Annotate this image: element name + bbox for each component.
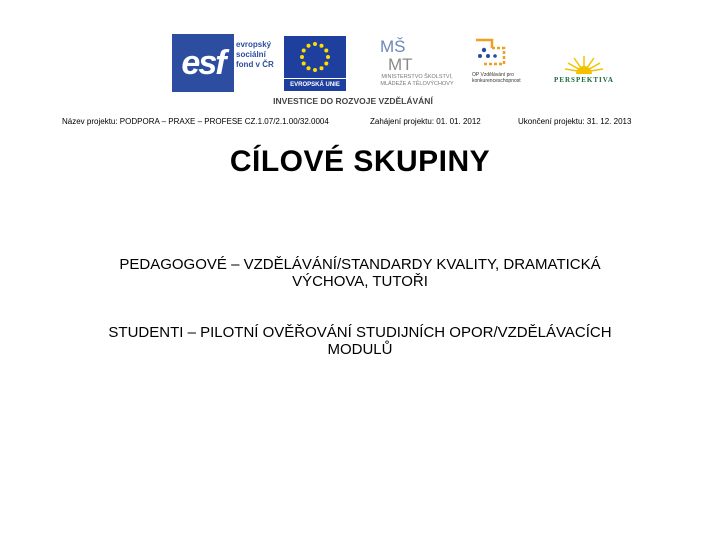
msmt-mark: [378, 34, 424, 74]
esf-mark: esf: [172, 34, 234, 92]
eu-flag-icon: [284, 36, 346, 78]
target-group-students: STUDENTI – PILOTNÍ OVĚŘOVÁNÍ STUDIJNÍCH OPOR/VZDĚLÁVACÍCH MODULŮ: [108, 324, 612, 358]
target-group-teachers: PEDAGOGOVÉ – VZDĚLÁVÁNÍ/STANDARDY KVALITY, DRAMATICKÁ VÝCHOVA, TUTOŘI: [119, 256, 601, 290]
investment-banner: INVESTICE DO ROZVOJE VZDĚLÁVÁNÍ: [273, 96, 433, 106]
msmt-text: MINISTERSTVO ŠKOLSTVÍ, MLÁDEŽE A TĚLOVÝCHOVY: [380, 74, 454, 87]
msmt-mark-top: MŠ: [380, 37, 406, 56]
op-text: OP Vzdělávání pro konkurenceschopnost: [472, 72, 521, 84]
msmt-mark-bottom: MT: [388, 55, 413, 74]
esf-logo: [172, 34, 282, 92]
project-end: Ukončení projektu: 31. 12. 2013: [518, 117, 632, 126]
perspektiva-logo: [548, 52, 620, 88]
sun-icon: [548, 52, 620, 76]
op-mark-icon: [462, 34, 524, 74]
project-name: Název projektu: PODPORA – PRAXE – PROFESE CZ.1.07/2.1.00/32.0004: [62, 117, 329, 126]
slide-title: CÍLOVÉ SKUPINY: [229, 145, 491, 178]
eu-text: EVROPSKÁ UNIE: [284, 79, 346, 91]
esf-text: evropský sociální fond v ČR: [236, 40, 274, 69]
op-logo: [462, 34, 524, 92]
msmt-logo: [374, 34, 460, 92]
perspektiva-text: PERSPEKTIVA: [554, 76, 614, 84]
project-start: Zahájení projektu: 01. 01. 2012: [370, 117, 481, 126]
logo-strip: [0, 0, 720, 115]
eu-logo: [284, 36, 346, 92]
